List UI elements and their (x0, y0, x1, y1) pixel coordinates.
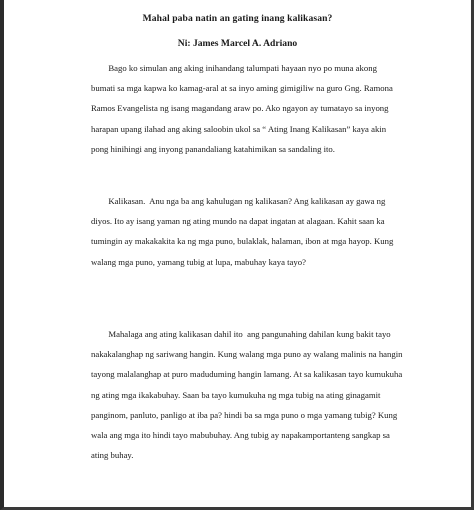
paragraph-line: harapan upang ilahad ang aking saloobin ukol sa “ Ating Inang Kalikasan” kaya akin (91, 123, 387, 134)
paragraph-line: walang mga puno, yamang tubig at lupa, mabuhay kaya tayo? (91, 256, 306, 267)
paragraph-line: diyos. Ito ay isang yaman ng ating mundo na dapat ingatan at alagaan. Kahit saan ka (91, 216, 385, 227)
document-title: Mahal paba natin an gating inang kalikasan? (142, 13, 333, 24)
document-author: Ni: James Marcel A. Adriano (177, 38, 298, 49)
paragraph-line: bumati sa mga kapwa ko kamag-aral at sa inyo aming gimigiliw na guro Gng. Ramona (91, 83, 393, 94)
paragraph-3 (91, 324, 411, 465)
paragraph-line: Mahalaga ang ating kalikasan dahil ito ang pangunahing dahilan kung bakit tayo (91, 329, 391, 339)
paragraph-line: tayong malalanghap at puro maduduming hangin lamang. At sa kalikasan tayo kumukuha (91, 369, 403, 380)
paragraph-2 (91, 191, 411, 272)
paragraph-line: ating buhay. (91, 450, 134, 461)
paragraph-line: Ramos Evangelista ng isang magandang araw po. Ako ngayon ay tumatayo sa inyong (91, 103, 389, 114)
paragraph-line: ng ating mga ikakabuhay. Saan ba tayo kumukuha ng mga tubig na ating ginagamit (91, 389, 381, 400)
paragraph-line: tumingin ay makakakita ka ng mga puno, bulaklak, halaman, ibon at mga hayop. Kung (91, 236, 394, 247)
paragraph-line: wala ang mga ito hindi tayo mabubuhay. Ang tubig ay napakamportanteng sangkap sa (91, 429, 390, 440)
paragraph-line: pong hinihingi ang inyong panandaliang katahimikan sa sandaling ito. (91, 143, 335, 154)
paragraph-line: Kalikasan. Anu nga ba ang kahulugan ng kalikasan? Ang kalikasan ay gawa ng (91, 196, 386, 206)
paragraph-line: Bago ko simulan ang aking inihandang talumpati hayaan nyo po muna akong (91, 63, 377, 73)
paragraph-1 (91, 58, 411, 159)
paragraph-line: panginom, panluto, panligo at iba pa? hindi ba sa mga puno o mga yamang tubig? Kung (91, 409, 398, 420)
paragraph-line: nakakalanghap ng sariwang hangin. Kung walang mga puno ay walang malinis na hangin (91, 349, 403, 360)
